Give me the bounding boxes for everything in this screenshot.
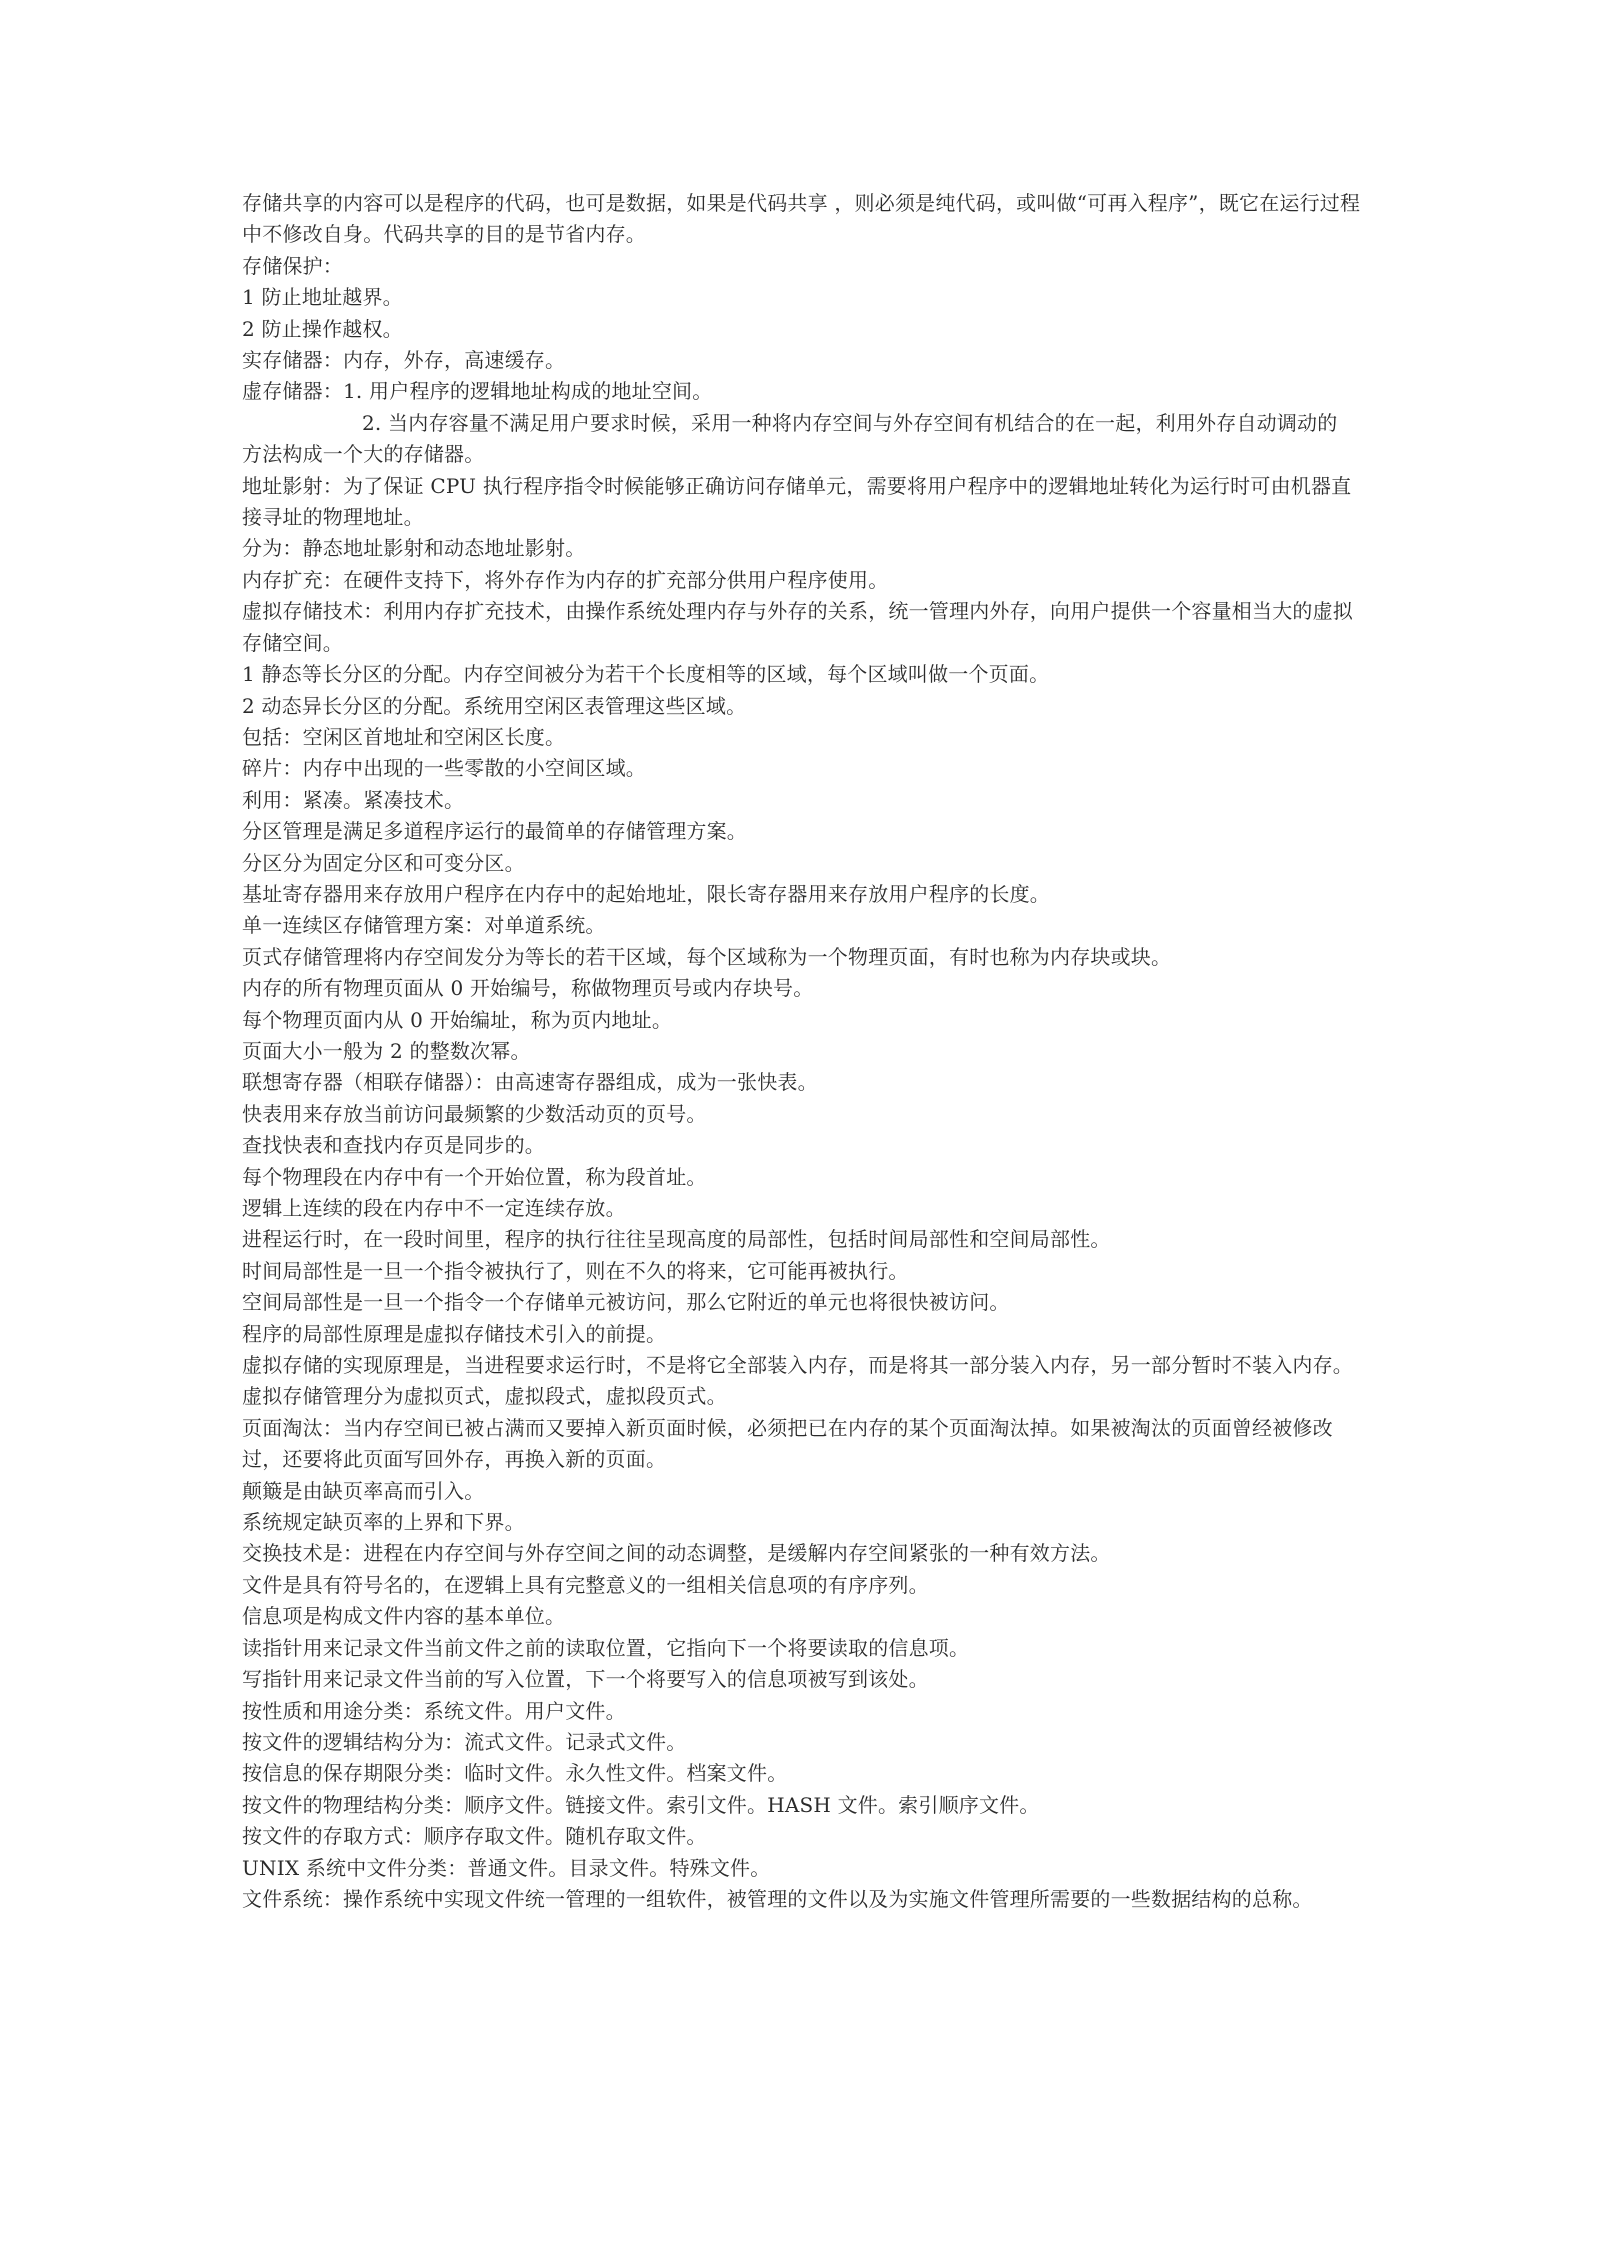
text-line: 2. 当内存容量不满足用户要求时候，采用一种将内存空间与外存空间有机结合的在一起，利用外存自动调动的 <box>362 410 1338 435</box>
text-line: 每个物理页面内从 0 开始编址，称为页内地址。 <box>242 1007 673 1032</box>
text-line: 虚拟存储的实现原理是，当进程要求运行时，不是将它全部装入内存，而是将其一部分装入内存，另一部分暂时不装入内存。 <box>242 1353 1353 1378</box>
text-line: 查找快表和查找内存页是同步的。 <box>242 1133 545 1158</box>
text-line: 包括：空闲区首地址和空闲区长度。 <box>242 724 566 749</box>
text-line: 1 静态等长分区的分配。内存空间被分为若干个长度相等的区域，每个区域叫做一个页面。 <box>242 662 1050 687</box>
text-line: 逻辑上连续的段在内存中不一定连续存放。 <box>242 1196 626 1220</box>
text-line: 系统规定缺页率的上界和下界。 <box>242 1510 525 1535</box>
text-line: 接寻址的物理地址。 <box>242 505 424 530</box>
text-line: 文件系统：操作系统中实现文件统一管理的一组软件，被管理的文件以及为实施文件管理所需要的一些数据结构的总称。 <box>242 1886 1313 1911</box>
text-line: 程序的局部性原理是虚拟存储技术引入的前提。 <box>242 1321 667 1346</box>
text-line: 分区管理是满足多道程序运行的最简单的存储管理方案。 <box>242 819 747 844</box>
text-line: 1 防止地址越界。 <box>242 285 403 310</box>
text-line: 读指针用来记录文件当前文件之前的读取位置，它指向下一个将要读取的信息项。 <box>242 1635 970 1660</box>
text-line: 空间局部性是一旦一个指令一个存储单元被访问，那么它附近的单元也将很快被访问。 <box>242 1290 1010 1315</box>
text-line: 内存的所有物理页面从 0 开始编号，称做物理页号或内存块号。 <box>242 976 814 1001</box>
text-line: 虚拟存储技术：利用内存扩充技术，由操作系统处理内存与外存的关系，统一管理内外存，向用户提供一个容量相当大的虚拟存储空间。 <box>242 599 1353 655</box>
text-line: 碎片：内存中出现的一些零散的小空间区域。 <box>242 756 646 781</box>
text-line: 信息项是构成文件内容的基本单位。 <box>242 1604 566 1629</box>
text-line: 2 动态异长分区的分配。系统用空闲区表管理这些区域。 <box>242 693 747 718</box>
text-line: 文件是具有符号名的，在逻辑上具有完整意义的一组相关信息项的有序序列。 <box>242 1572 929 1597</box>
text-line: 按文件的存取方式：顺序存取文件。随机存取文件。 <box>242 1824 707 1849</box>
document-body <box>242 188 1370 1915</box>
text-line: 页面大小一般为 2 的整数次幂。 <box>242 1038 531 1063</box>
text-line: 利用：紧凑。紧凑技术。 <box>242 787 465 812</box>
text-line: 存储共享的内容可以是程序的代码，也可是数据，如果是代码共享 ，则必须是纯代码，或叫做“可再入程序”，既它在运行过程中不修改自身。代码共享的目的是节省内存。 <box>242 191 1361 247</box>
text-line: 地址影射：为了保证 CPU 执行程序指令时候能够正确访问存储单元，需要将用户程序中的逻辑地址转化为运行时可由机器直 <box>242 473 1352 498</box>
text-line: 页式存储管理将内存空间发分为等长的若干区域，每个区域称为一个物理页面，有时也称为内存块或块。 <box>242 944 1172 969</box>
text-line: 方法构成一个大的存储器。 <box>242 442 485 467</box>
text-line: 按文件的物理结构分类：顺序文件。链接文件。索引文件。HASH 文件。索引顺序文件。 <box>242 1792 1040 1817</box>
text-line: 按信息的保存期限分类：临时文件。永久性文件。档案文件。 <box>242 1761 788 1786</box>
text-line: 按性质和用途分类：系统文件。用户文件。 <box>242 1698 626 1723</box>
text-line: 虚存储器：1. 用户程序的逻辑地址构成的地址空间。 <box>242 379 713 404</box>
text-line: 内存扩充：在硬件支持下，将外存作为内存的扩充部分供用户程序使用。 <box>242 567 889 592</box>
text-line: 联想寄存器（相联存储器）：由高速寄存器组成，成为一张快表。 <box>242 1070 818 1095</box>
text-line: 页面淘汰：当内存空间已被占满而又要掉入新页面时候，必须把已在内存的某个页面淘汰掉。如果被淘汰的页面曾经被修改过，还要将此页面写回外存，再换入新的页面。 <box>242 1415 1333 1472</box>
text-line: 快表用来存放当前访问最频繁的少数活动页的页号。 <box>242 1101 707 1126</box>
text-line: UNIX 系统中文件分类：普通文件。目录文件。特殊文件。 <box>242 1855 771 1880</box>
text-line: 单一连续区存储管理方案：对单道系统。 <box>242 913 606 938</box>
text-line: 2 防止操作越权。 <box>242 316 403 341</box>
text-line: 颠簸是由缺页率高而引入。 <box>242 1478 485 1503</box>
text-line: 分区分为固定分区和可变分区。 <box>242 850 525 875</box>
text-line: 进程运行时，在一段时间里，程序的执行往往呈现高度的局部性，包括时间局部性和空间局部性。 <box>242 1227 1111 1252</box>
text-line: 存储保护： <box>242 253 343 278</box>
text-line: 基址寄存器用来存放用户程序在内存中的起始地址，限长寄存器用来存放用户程序的长度。 <box>242 881 1050 906</box>
text-line: 按文件的逻辑结构分为：流式文件。记录式文件。 <box>242 1729 687 1754</box>
text-line: 写指针用来记录文件当前的写入位置，下一个将要写入的信息项被写到该处。 <box>242 1667 929 1692</box>
text-line: 每个物理段在内存中有一个开始位置，称为段首址。 <box>242 1164 707 1189</box>
text-line: 时间局部性是一旦一个指令被执行了，则在不久的将来，它可能再被执行。 <box>242 1258 909 1283</box>
text-line: 交换技术是：进程在内存空间与外存空间之间的动态调整，是缓解内存空间紧张的一种有效方法。 <box>242 1541 1111 1566</box>
text-line: 实存储器：内存，外存，高速缓存。 <box>242 348 566 373</box>
text-line: 虚拟存储管理分为虚拟页式，虚拟段式，虚拟段页式。 <box>242 1384 727 1409</box>
text-line: 分为：静态地址影射和动态地址影射。 <box>242 536 586 561</box>
